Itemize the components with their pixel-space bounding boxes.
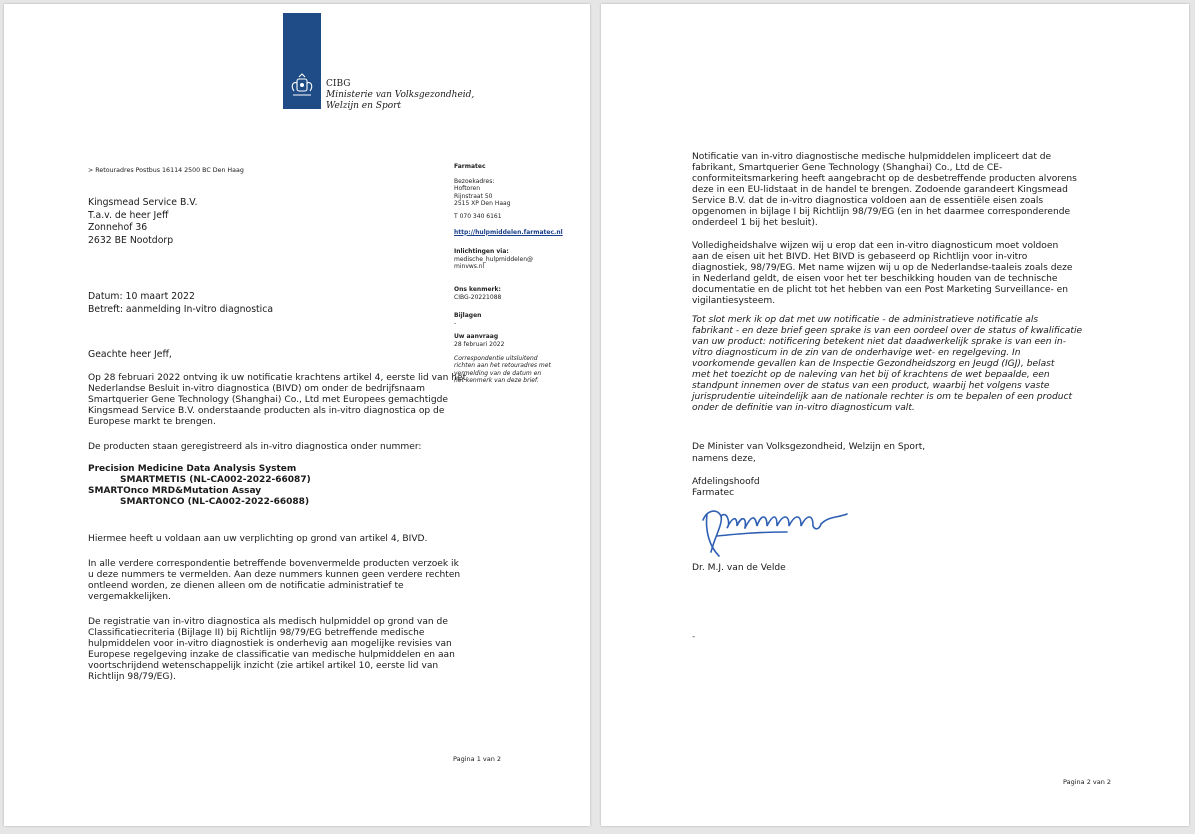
product-code: SMARTONCO (NL-CA002-2022-66088)	[120, 497, 310, 507]
product-name: Precision Medicine Data Analysis System	[88, 464, 297, 474]
text-line: Tot slot merk ik op dat met uw notificatie - de administratieve notificatie als	[692, 315, 1039, 325]
text-line: aan de eisen uit het BIVD. Het BIVD is gebaseerd op Richtlijn voor in-vitro	[692, 252, 1028, 262]
text-line: in Nederland geldt, de eisen voor het ter beschikking houden van de technische	[692, 274, 1058, 284]
separator-dash: -	[692, 632, 696, 642]
department-name: Farmatec	[692, 488, 735, 498]
text-line: Europese markt te brengen.	[88, 417, 216, 427]
recipient-line: Kingsmead Service B.V.	[88, 197, 198, 208]
text-line: standpunt innemen over de status van een product, waarbij het volgens vaste	[692, 381, 1050, 391]
text-line: Volledigheidshalve wijzen wij u erop dat een in-vitro diagnosticum moet voldoen	[692, 241, 1059, 251]
text-line: Op 28 februari 2022 ontving ik uw notificatie krachtens artikel 4, eerste lid van het	[88, 373, 467, 383]
text-line: ontleend worden, ze dienen alleen om de notificatie administratief te	[88, 581, 404, 591]
text-line: Europese regelgeving inzake de classificatie van medische hulpmiddelen en aan	[88, 650, 455, 660]
visit-line: Hoftoren	[454, 185, 481, 193]
sender-sidebar	[454, 163, 564, 385]
government-logo	[283, 13, 321, 109]
text-line: Smartquerier Gene Technology (Shanghai) Co., Ltd met Europees gemachtigde	[88, 395, 448, 405]
text-line: u deze nummers te vermelden. Aan deze nummers kunnen geen verdere rechten	[88, 570, 461, 580]
text-line: opgenomen in bijlage I bij Richtlijn 98/79/EG (en in het daarmee corresponderende	[692, 207, 1071, 217]
visit-line: 2515 XP Den Haag	[454, 200, 511, 208]
paragraph-2	[692, 241, 1112, 307]
product-code: SMARTMETIS (NL-CA002-2022-66087)	[120, 475, 311, 485]
product-list	[88, 464, 311, 508]
text-line: voortschrijdend wetenschappelijk inzicht (zie artikel artikel 10, eerste lid van	[88, 661, 439, 671]
paragraph-4	[88, 617, 455, 683]
correspondence-note: richten aan het retouradres met	[454, 362, 551, 370]
registered-intro: De producten staan geregistreerd als in-vitro diagnostica onder nummer:	[88, 442, 422, 452]
text-line: onderdeel 1 bij het besluit).	[692, 218, 818, 228]
text-line: diagnostiek, 98/79/EG. Met name wijzen wij u op de Nederlandse-taaleis zoals deze	[692, 263, 1073, 273]
department-block	[692, 477, 760, 499]
attachments-heading: Bijlagen	[454, 312, 482, 320]
recipient-line: 2632 BE Nootdorp	[88, 234, 174, 246]
text-line: onder de definitie van in-vitro diagnosticum valt.	[692, 403, 915, 413]
request-value: 28 februari 2022	[454, 340, 505, 348]
phone-number: T 070 340 6161	[454, 212, 502, 220]
text-line: Notificatie van in-vitro diagnostische medische hulpmiddelen impliceert dat de	[692, 152, 1052, 162]
closing-block	[692, 441, 925, 465]
paragraph-1	[88, 373, 467, 428]
request-heading: Uw aanvraag	[454, 333, 499, 341]
correspondence-note: vermelding van de datum en	[454, 369, 542, 377]
info-email: medische_hulpmiddelen@	[454, 255, 533, 263]
text-line: In alle verdere correspondentie betreffende bovenvermelde producten verzoek ik	[88, 559, 459, 569]
text-line: met het toezicht op de naleving van het bij of krachtens de wet bepaalde, een	[692, 370, 1050, 380]
info-heading: Inlichtingen via:	[454, 248, 509, 256]
text-line: Nederlandse Besluit in-vitro diagnostica (BIVD) om onder de bedrijfsnaam	[88, 384, 425, 394]
page-number: Pagina 1 van 2	[453, 755, 502, 763]
recipient-line: T.a.v. de heer Jeff	[88, 209, 169, 221]
department-title: Afdelingshoofd	[692, 477, 760, 487]
salutation: Geachte heer Jeff,	[88, 349, 172, 360]
date-line: Datum: 10 maart 2022	[88, 291, 195, 302]
signer-name: Dr. M.J. van de Velde	[692, 563, 786, 573]
sender-org: Farmatec	[454, 163, 486, 170]
ministry-line-2: Welzijn en Sport	[326, 101, 402, 111]
page-number: Pagina 2 van 2	[1063, 778, 1112, 786]
text-line: deze in een EU-lidstaat in de handel te brengen. Zodoende garandeert Kingsmead	[692, 185, 1068, 195]
text-line: fabrikant, Smartquerier Gene Technology (Shanghai) Co., Ltd de CE-	[692, 163, 1003, 173]
ministry-line-1: Ministerie van Volksgezondheid,	[326, 90, 475, 100]
website-link[interactable]: http://hulpmiddelen.farmatec.nl	[454, 228, 563, 236]
return-address: > Retouradres Postbus 16114 2500 BC Den Haag	[88, 167, 244, 174]
product-name: SMARTOnco MRD&Mutation Assay	[88, 486, 262, 496]
text-line: fabrikant - en deze brief geen sprake is van een oordeel over de status of kwalificatie	[692, 326, 1083, 336]
text-line: Classificatiecriteria (Bijlage II) bij Richtlijn 98/79/EG betreffende medische	[88, 628, 425, 638]
reference-value: CIBG-20221088	[454, 293, 502, 301]
handwritten-signature	[697, 502, 857, 562]
text-line: Service B.V. dat de in-vitro diagnostica voldoen aan de essentiële eisen zoals	[692, 196, 1044, 206]
recipient-address	[88, 197, 197, 247]
paragraph-2: Hiermee heeft u voldaan aan uw verplichting op grond van artikel 4, BIVD.	[88, 534, 428, 544]
text-line: Richtlijn 98/79/EG).	[88, 672, 176, 682]
ministry-name	[326, 79, 474, 112]
text-line: De registratie van in-vitro diagnostica als medisch hulpmiddel op grond van de	[88, 617, 448, 627]
coat-of-arms-icon	[288, 73, 316, 99]
letter-page-2	[601, 4, 1189, 826]
correspondence-note: Correspondentie uitsluitend	[454, 354, 538, 362]
attachments-value: -	[454, 319, 457, 327]
text-line: jurisprudentie uiteindelijk aan de nationale rechter is om te bepalen of een product	[692, 392, 1073, 402]
text-line: documentatie en de plicht tot het hebben van een Post Marketing Surveillance- en	[692, 285, 1069, 295]
text-line: Kingsmead Service B.V. onderstaande producten als in-vitro diagnostica op de	[88, 406, 445, 416]
text-line: voorkomende gevallen kan de Inspectie Gezondheidszorg en Jeugd (IGJ), belast	[692, 359, 1055, 369]
subject-line: Betreft: aanmelding In-vitro diagnostica	[88, 303, 274, 315]
info-email: minvws.nl	[454, 263, 485, 271]
text-line: vitro diagnosticum in de zin van de onderhavige wet- en regelgeving. In	[692, 348, 1021, 358]
paragraph-1	[692, 152, 1112, 229]
text-line: conformiteitsmarkering heeft aangebracht op de desbetreffende producten alvorens	[692, 174, 1077, 184]
text-line: vigilantiesysteem.	[692, 296, 776, 306]
closing-line: De Minister van Volksgezondheid, Welzijn en Sport,	[692, 442, 926, 452]
paragraph-3	[88, 559, 461, 603]
correspondence-note: het kenmerk van deze brief.	[454, 377, 539, 385]
letter-page-1	[4, 4, 590, 826]
text-line: van uw product: notificering betekent niet dat daadwerkelijk sprake is van een in-	[692, 337, 1066, 347]
visit-label: Bezoekadres:	[454, 177, 495, 185]
visit-line: Rijnstraat 50	[454, 192, 493, 200]
letter-meta	[88, 291, 273, 316]
paragraph-3	[692, 315, 1112, 414]
closing-line: namens deze,	[692, 454, 756, 464]
text-line: vergemakkelijken.	[88, 592, 171, 602]
org-name: CIBG	[326, 79, 351, 89]
reference-heading: Ons kenmerk:	[454, 285, 501, 293]
recipient-line: Zonnehof 36	[88, 222, 148, 233]
text-line: hulpmiddelen voor in-vitro diagnostiek is onderhevig aan mogelijke revisies van	[88, 639, 452, 649]
